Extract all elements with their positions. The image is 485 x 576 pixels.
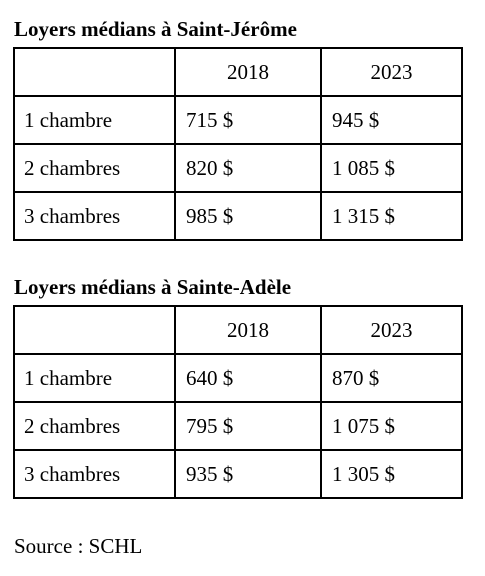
row-label: 1 chambre	[14, 354, 175, 402]
value-2023: 945 $	[321, 96, 462, 144]
row-label: 3 chambres	[14, 450, 175, 498]
table-header-row	[14, 306, 462, 354]
table-title-saint-jerome: Loyers médians à Saint-Jérôme	[14, 17, 297, 41]
table-header-row	[14, 48, 462, 96]
row-label: 2 chambres	[14, 402, 175, 450]
table-row	[14, 354, 462, 402]
value-2023: 1 075 $	[321, 402, 462, 450]
header-2018: 2018	[175, 48, 321, 96]
rent-table-saint-jerome	[13, 47, 463, 241]
value-2018: 820 $	[175, 144, 321, 192]
value-2018: 715 $	[175, 96, 321, 144]
header-2023: 2023	[321, 306, 462, 354]
header-2023: 2023	[321, 48, 462, 96]
value-2023: 1 305 $	[321, 450, 462, 498]
table-row	[14, 450, 462, 498]
header-2018: 2018	[175, 306, 321, 354]
value-2023: 870 $	[321, 354, 462, 402]
row-label: 1 chambre	[14, 96, 175, 144]
header-empty-cell	[14, 306, 175, 354]
table-row	[14, 192, 462, 240]
row-label: 3 chambres	[14, 192, 175, 240]
value-2018: 935 $	[175, 450, 321, 498]
value-2018: 985 $	[175, 192, 321, 240]
header-empty-cell	[14, 48, 175, 96]
rent-table-sainte-adele	[13, 305, 463, 499]
table-row	[14, 402, 462, 450]
table-row	[14, 144, 462, 192]
value-2023: 1 315 $	[321, 192, 462, 240]
source-note: Source : SCHL	[14, 534, 143, 558]
value-2023: 1 085 $	[321, 144, 462, 192]
table-row	[14, 96, 462, 144]
row-label: 2 chambres	[14, 144, 175, 192]
value-2018: 640 $	[175, 354, 321, 402]
value-2018: 795 $	[175, 402, 321, 450]
table-title-sainte-adele: Loyers médians à Sainte-Adèle	[14, 275, 292, 299]
